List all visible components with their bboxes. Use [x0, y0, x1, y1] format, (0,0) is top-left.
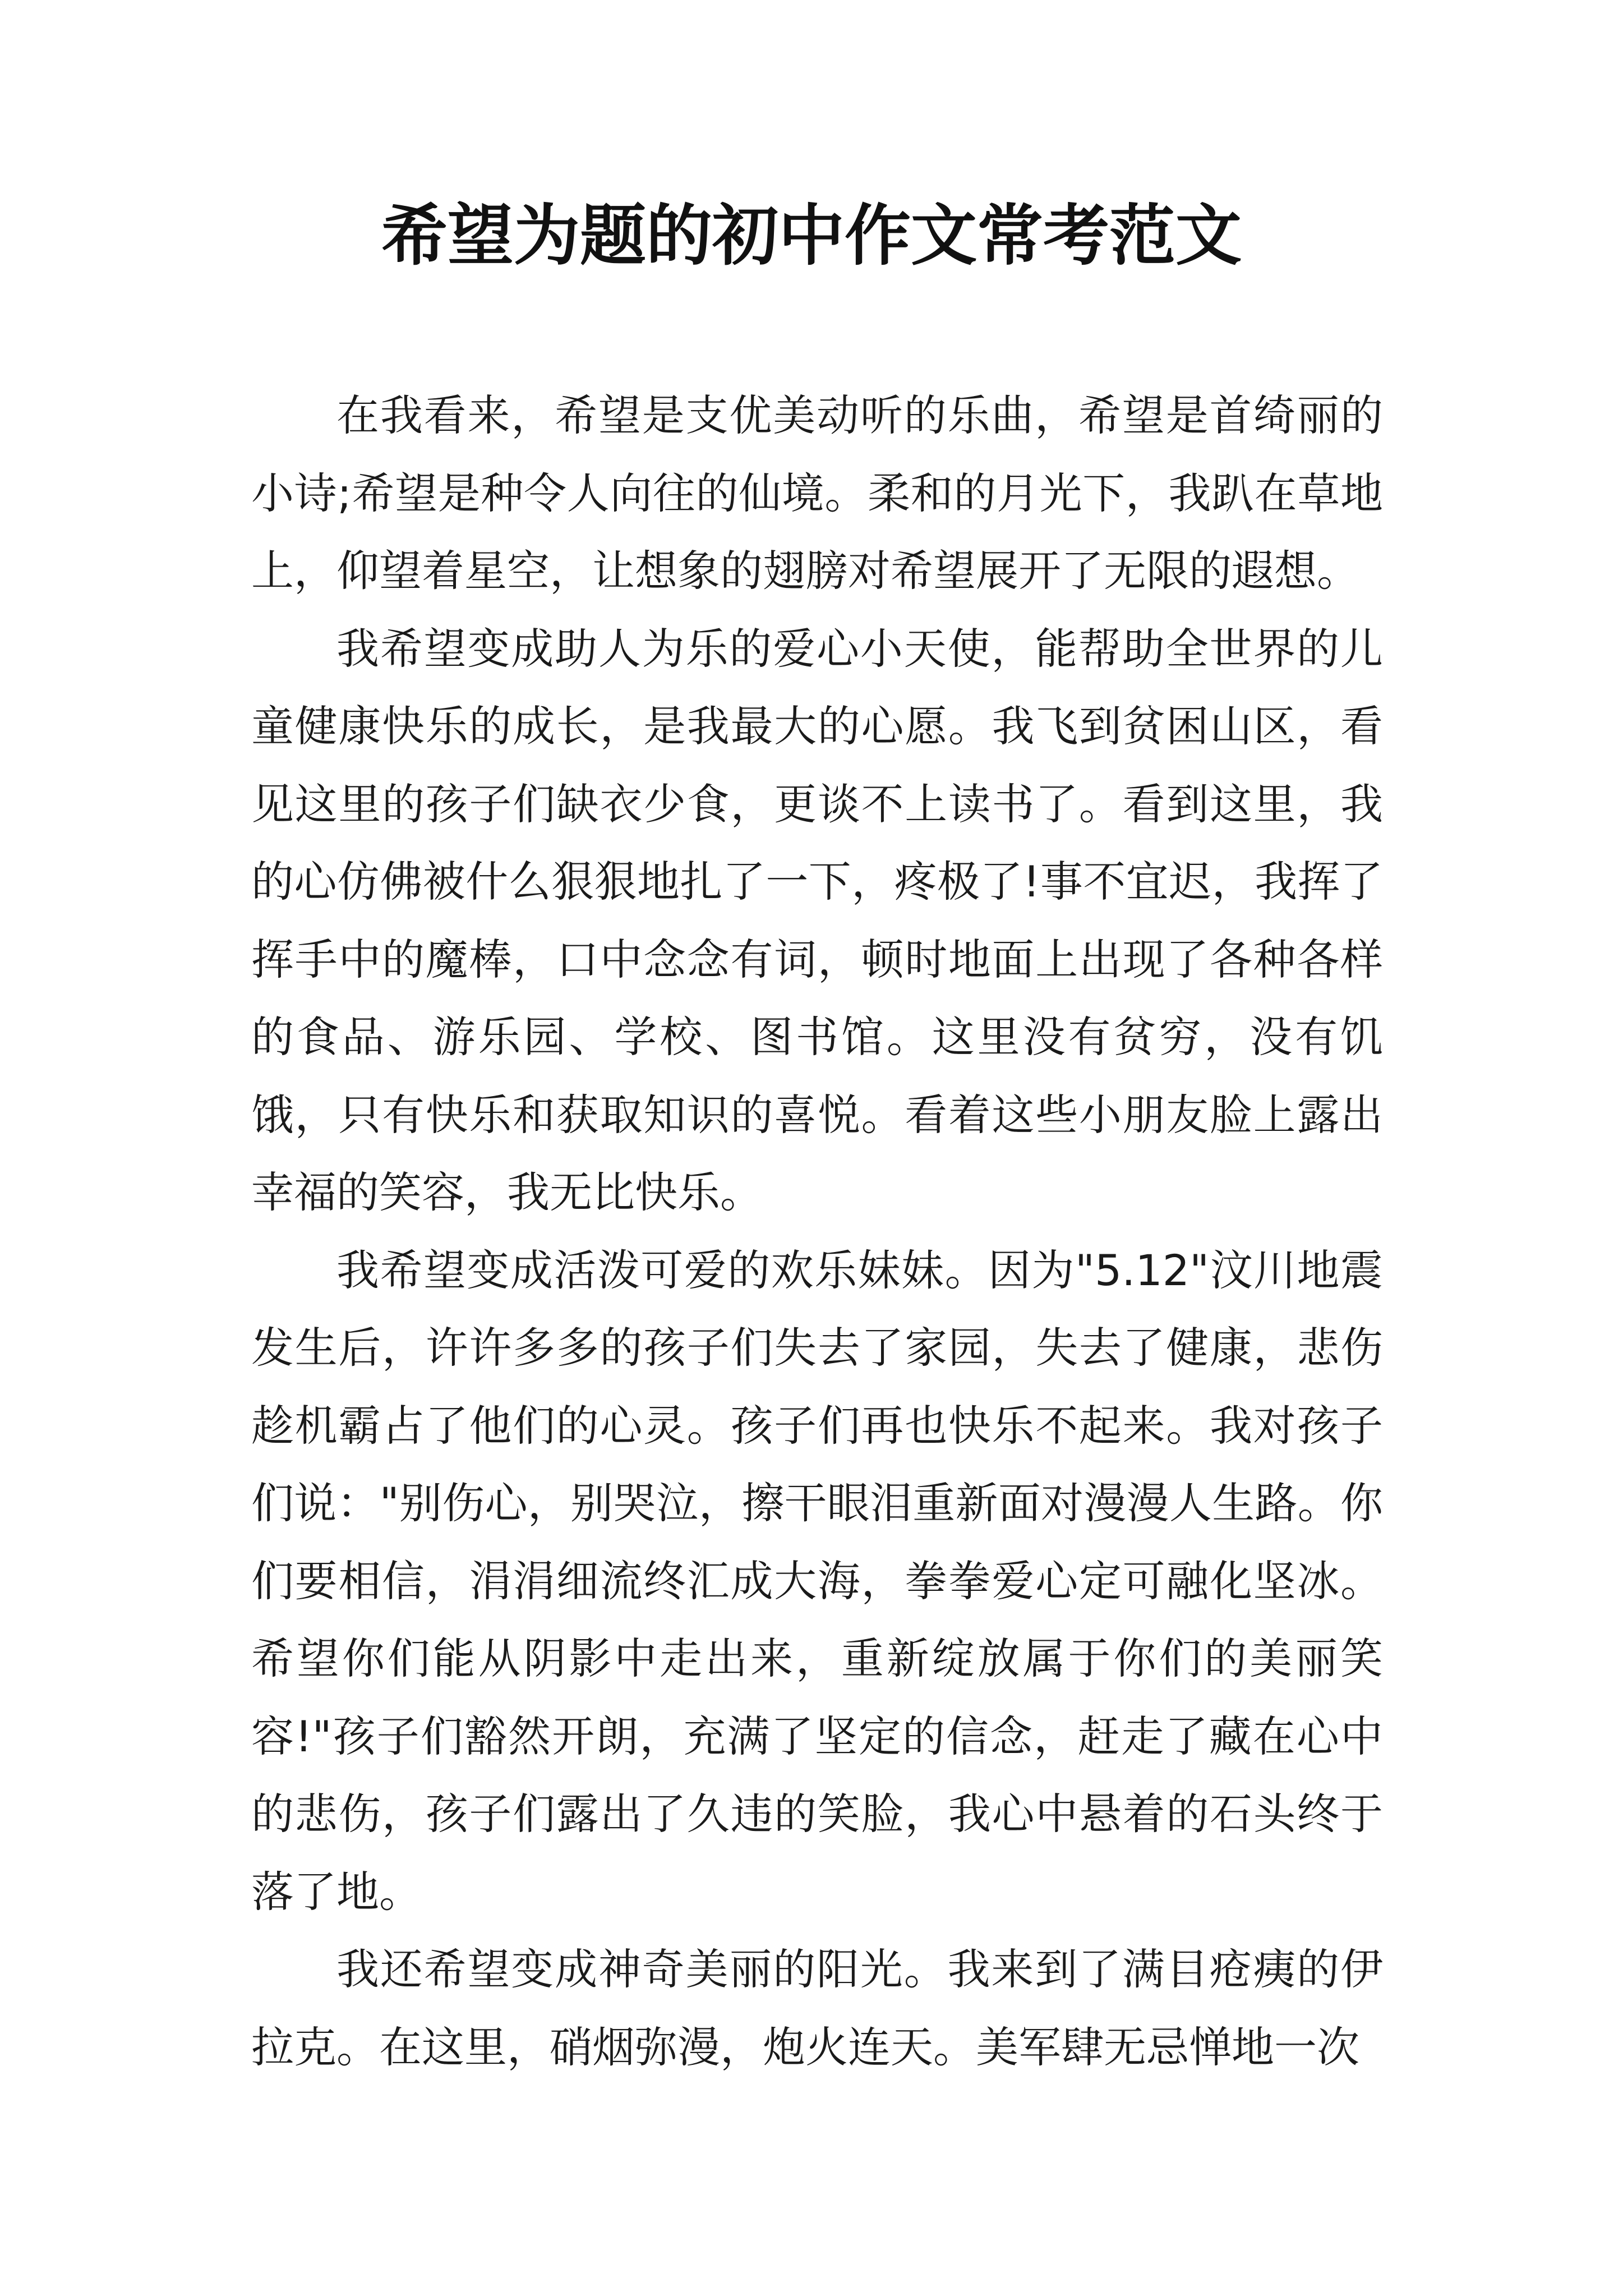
- document-body: [251, 377, 1383, 2086]
- document-title: 希望为题的初中作文常考范文: [381, 196, 1242, 274]
- paragraph-3: 我希望变成活泼可爱的欢乐妹妹。因为"5.12"汶川地震发生后，许许多多的孩子们失去了家园，失去了健康，悲伤趁机霸占了他们的心灵。孩子们再也快乐不起来。我对孩子们说："别伤心，别哭泣，擦干眼泪重新面对漫漫人生路。你们要相信，涓涓细流终汇成大海，拳拳爱心定可融化坚冰。希望你们能从阴影中走出来，重新绽放属于你们的美丽笑容!"孩子们豁然开朗，充满了坚定的信念，赶走了藏在心中的悲伤，孩子们露出了久违的笑脸，我心中悬着的石头终于落了地。: [251, 1245, 1383, 1917]
- paragraph-2: 我希望变成助人为乐的爱心小天使，能帮助全世界的儿童健康快乐的成长，是我最大的心愿。我飞到贫困山区，看见这里的孩子们缺衣少食，更谈不上读书了。看到这里，我的心仿佛被什么狠狠地扎了一下，疼极了!事不宜迟，我挥了挥手中的魔棒，口中念念有词，顿时地面上出现了各种各样的食品、游乐园、学校、图书馆。这里没有贫穷，没有饥饿，只有快乐和获取知识的喜悦。看着这些小朋友脸上露出幸福的笑容，我无比快乐。: [251, 623, 1383, 1217]
- paragraph-4: 我还希望变成神奇美丽的阳光。我来到了满目疮痍的伊拉克。在这里，硝烟弥漫，炮火连天。美军肆无忌惮地一次: [251, 1944, 1383, 2072]
- paragraph-1: 在我看来，希望是支优美动听的乐曲，希望是首绮丽的小诗;希望是种令人向往的仙境。柔和的月光下，我趴在草地上，仰望着星空，让想象的翅膀对希望展开了无限的遐想。: [251, 390, 1383, 596]
